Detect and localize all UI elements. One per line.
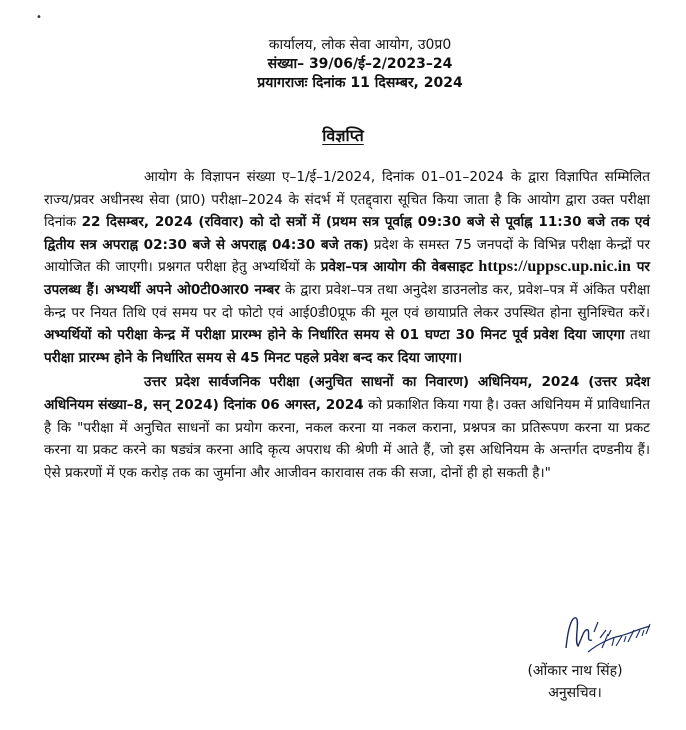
notice-body [44, 166, 650, 484]
p1-otr-number: ओ0टी0आर0 नम्बर [176, 281, 280, 298]
corner-mark: • [36, 12, 42, 23]
p1-text-1: आयोग के विज्ञापन संख्या ए–1/ई–1/2024, दिनांक 01–01–2024 के द्वारा विज्ञापित सम्मिलित राज्य/प्रवर अधीनस्थ सेवा (प्रा0) परीक्षा–2024 के संदर्भ में एतद्द्वारा सूचित किया जाता है कि आयोग द्वारा उक्त परीक्षा दिनांक [44, 169, 650, 231]
p1-text-4: तथा [624, 327, 651, 344]
signatory-designation: अनुसचिव। [548, 685, 602, 701]
p1-text-2: प्रदेश के समस्त 75 जनपदों के विभिन्न परीक्षा केन्द्रों पर आयोजित की जाएगी। प्रश्नगत परीक्षा हेतु अभ्यर्थियों के [44, 236, 651, 276]
website-link[interactable]: https://uppsc.up.nic.in [478, 258, 631, 276]
p2-act-title: उत्तर प्रदेश सार्वजनिक परीक्षा (अनुचित साधनों का निवारण) अधिनियम, 2024 (उत्तर प्रदेश अधिनियम संख्या–8, सन् 2024) दिनांक 06 अगस्त, 2024 [44, 374, 650, 413]
letter-header [200, 36, 520, 93]
p1-text-3: के द्वारा प्रवेश–पत्र तथा अनुदेश डाउनलोड कर, प्रवेश–पत्र में अंकित परीक्षा केन्द्र पर नियत तिथि एवं समय पर दो फोटो एवं आई0डी0प्रूफ की मूल एवं छायाप्रति लेकर उपस्थित होना सुनिश्चित करें। [44, 281, 650, 321]
p2-text: को प्रकाशित किया गया है। उक्त अधिनियम में प्राविधानित है कि "परीक्षा में अनुचित साधनों का प्रयोग करना, नकल करना या नकल कराना, प्रश्नपत्र का प्रतिरूपण करना या प्रकट करना या प्रकट करने का षड्यंत्र करना आदि कृत्य अपराध की श्रेणी में आते हैं, जो इस अधिनियम के अन्तर्गत दण्डनीय हैं। ऐसे प्रकरणों में एक करोड़ तक का जुर्माना और आजीवन कारावास तक की सजा, दोनों ही हो सकती है।" [44, 396, 650, 481]
p1-entry-time: अभ्यर्थियों को परीक्षा केन्द्र में परीक्षा प्रारम्भ होने के निर्धारित समय से 01 घण्टा 30 मिनट पूर्व प्रवेश दिया जाएगा [44, 327, 625, 344]
paragraph-1 [44, 166, 650, 369]
place-date: प्रयागराजः दिनांक 11 दिसम्बर, 2024 [257, 75, 463, 91]
office-line: कार्यालय, लोक सेवा आयोग, उ0प्र0 [268, 37, 452, 53]
reference-number: संख्या– 39/06/ई–2/2023–24 [267, 56, 453, 72]
notice-title-wrap [0, 124, 686, 146]
p1-admit-card: प्रवेश–पत्र आयोग की वेबसाइट [320, 259, 474, 276]
signature-block [490, 660, 660, 704]
p1-available: पर उपलब्ध हैं। अभ्यर्थी अपने [44, 259, 650, 298]
paragraph-2 [44, 371, 650, 484]
handwritten-signature [558, 608, 658, 664]
p1-entry-close: परीक्षा प्रारम्भ होने के निर्धारित समय से 45 मिनट पहले प्रवेश बन्द कर दिया जाएगा। [44, 349, 463, 366]
notice-title: विज्ञप्ति [322, 126, 364, 145]
p1-exam-schedule: 22 दिसम्बर, 2024 (रविवार) को दो सत्रों में (प्रथम सत्र पूर्वाह्न 09:30 बजे से पूर्वाह्न 11:30 बजे तक एवं द्वितीय सत्र अपराह्न 02:30 बजे से अपराह्न 04:30 बजे तक) [44, 214, 650, 253]
signatory-name: (ओंकार नाथ सिंह) [527, 663, 623, 679]
